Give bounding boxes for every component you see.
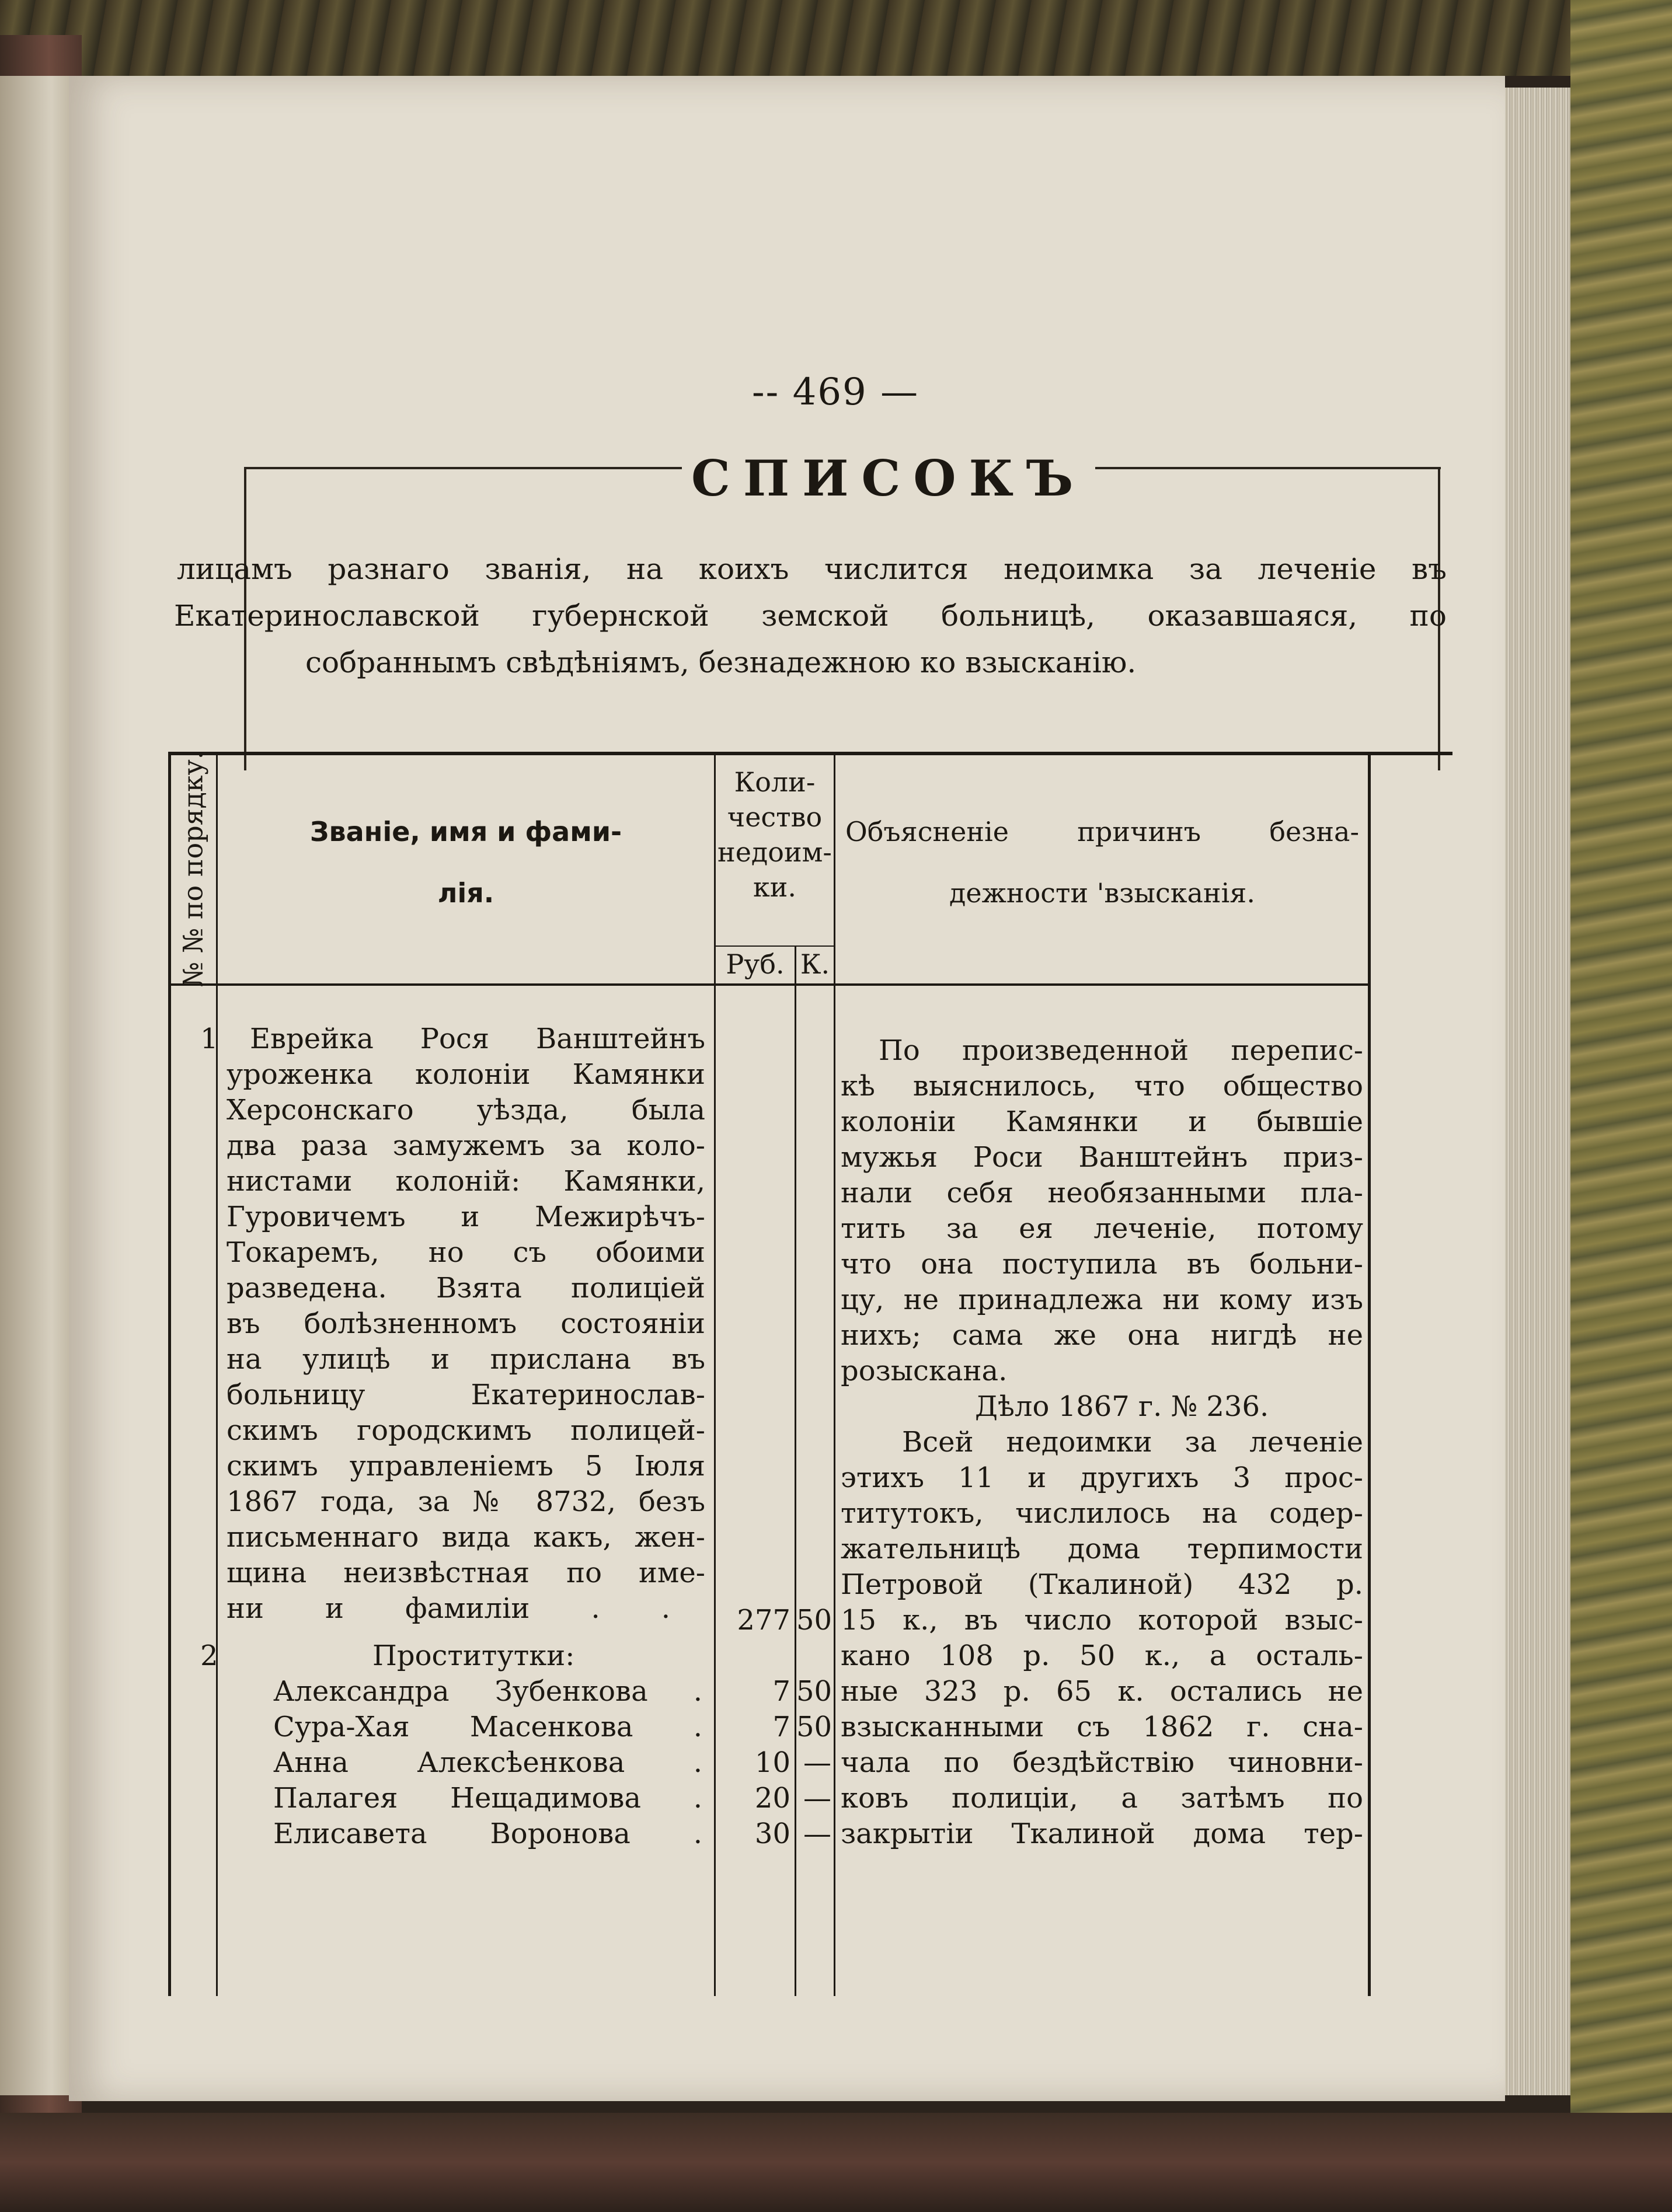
reason-line: закрытіи Ткалиной дома тер-	[841, 1817, 1363, 1850]
header-col-number: № № по порядку.	[177, 751, 209, 988]
entry-2-kop: —	[803, 1782, 831, 1815]
entry-1-line: скимъ управленіемъ 5 Іюля	[227, 1450, 705, 1482]
entry-2-person-name: Сура-Хая Масенкова .	[273, 1711, 702, 1743]
entry-2-rub: 7	[772, 1711, 790, 1743]
book-cover-top	[0, 0, 1672, 76]
reason-line: этихъ 11 и другихъ 3 прос-	[841, 1461, 1363, 1494]
reason-line: По произведенной перепис-	[879, 1034, 1363, 1067]
col-divider-no	[216, 752, 218, 1996]
entry-1-line: на улицѣ и прислана въ	[227, 1343, 705, 1376]
subtitle-line-3: собраннымъ свѣдѣніямъ, безнадежною ко взысканію.	[305, 646, 1137, 679]
reason-line: кано 108 р. 50 к., а осталь-	[841, 1639, 1363, 1672]
book-cover-bottom	[0, 2113, 1672, 2212]
entry-2-person-list	[273, 1674, 702, 1852]
reason-line: ковъ полиціи, а затѣмъ по	[841, 1782, 1363, 1815]
entry-1-number: 1	[200, 1023, 218, 1055]
reason-line: тить за ея леченіе, потому	[841, 1212, 1363, 1245]
entry-1-line: ни и фамиліи . .	[227, 1592, 670, 1625]
entry-2-kop: 50	[796, 1675, 832, 1708]
reason-line: чала по бездѣйствію чиновни-	[841, 1746, 1363, 1779]
header-col-reason-1: Объясненіе причинъ безна-	[845, 816, 1359, 847]
reason-line: колоніи Камянки и бывшіе	[841, 1105, 1363, 1138]
document-heading: СПИСОКЪ	[682, 449, 1095, 507]
reason-line: что она поступила въ больни-	[841, 1248, 1363, 1281]
entry-2-person-name: Палагея Нещадимова .	[273, 1782, 702, 1815]
entry-2-rub: 30	[754, 1817, 790, 1850]
header-col-reason-2: дежности 'взысканія.	[949, 877, 1255, 909]
reason-line: кѣ выяснилось, что общество	[841, 1070, 1363, 1102]
entry-1-line: два раза замужемъ за коло-	[227, 1129, 705, 1162]
entry-1-line: щина неизвѣстная по име-	[227, 1557, 705, 1589]
book-cover-right	[1570, 0, 1672, 2212]
header-col-name-1: Званіе, имя и фами-	[309, 816, 622, 847]
header-col-amount-1: Коли-	[734, 766, 816, 798]
subtitle-line-2: Екатеринославской губернской земской больницѣ, оказавшаяся, по	[174, 599, 1447, 633]
header-col-name-2: лія.	[437, 877, 494, 909]
entry-1-line: нистами колоній: Камянки,	[227, 1165, 705, 1198]
entry-1-rub: 277	[737, 1604, 790, 1637]
header-col-kop: К.	[800, 948, 830, 980]
entry-2-person-name: Елисавета Воронова .	[273, 1817, 702, 1850]
entry-2-number: 2	[200, 1639, 218, 1672]
entry-2-person-name: Анна Алексѣенкова .	[273, 1746, 702, 1779]
document-page	[69, 76, 1505, 2101]
reason-line: нали себя необязанными пла-	[841, 1177, 1363, 1209]
col-divider-amount	[834, 752, 835, 1996]
entry-1-line: Херсонскаго уѣзда, была	[227, 1094, 705, 1126]
entry-1-line: въ болѣзненномъ состояніи	[227, 1307, 705, 1340]
entry-2-person-name: Александра Зубенкова .	[273, 1675, 702, 1708]
entry-1-line: разведена. Взята полиціей	[227, 1272, 705, 1304]
reason-line: Петровой (Ткалиной) 432 р.	[841, 1568, 1363, 1601]
table-top-rule	[168, 752, 1452, 755]
subtitle-line-1: лицамъ разнаго званія, на коихъ числится недоимка за леченіе въ	[177, 552, 1447, 586]
entry-1-line: скимъ городскимъ полицей-	[227, 1414, 705, 1447]
reason-line: взысканными съ 1862 г. сна-	[841, 1711, 1363, 1743]
reason-line: цу, не принадлежа ни кому изъ	[841, 1283, 1363, 1316]
entry-1-line: Гуровичемъ и Межирѣчъ-	[227, 1201, 705, 1233]
header-col-amount-4: ки.	[753, 871, 797, 903]
header-col-rub: Руб.	[726, 948, 785, 980]
entry-1-line: письменнаго вида какъ, жен-	[227, 1521, 705, 1554]
facing-page-edge	[0, 76, 73, 2095]
reason-text	[841, 1033, 1363, 1852]
page-number: -- 469 —	[752, 371, 919, 414]
reason-line: Всей недоимки за леченіе	[902, 1426, 1363, 1459]
entry-2-kop: —	[803, 1746, 831, 1779]
header-col-amount-3: недоим-	[717, 836, 832, 868]
entry-2-kop: —	[803, 1817, 831, 1850]
reason-line: мужья Роси Ванштейнъ приз-	[841, 1141, 1363, 1174]
reason-line: розыскана.	[841, 1355, 1008, 1387]
entry-2-rub: 10	[754, 1746, 790, 1779]
entry-1-line: Токаремъ, но съ обоими	[227, 1236, 705, 1269]
table-right-rule	[1368, 752, 1371, 1996]
reason-line: жательницѣ дома терпимости	[841, 1533, 1363, 1565]
reason-line: титутокъ, числилось на содер-	[841, 1497, 1363, 1530]
entry-1-line: больницу Екатеринослав-	[227, 1379, 705, 1411]
case-reference: Дѣло 1867 г. № 236.	[975, 1390, 1269, 1423]
header-bottom-rule	[168, 983, 1371, 986]
entry-1-description	[227, 1021, 705, 1627]
entry-1-kop: 50	[796, 1604, 832, 1637]
entry-2-kop: 50	[796, 1711, 832, 1743]
entry-2-group-label: Проститутки:	[372, 1639, 575, 1672]
reason-line: 15 к., въ число которой взыс-	[841, 1604, 1363, 1637]
reason-line: нихъ; сама же она нигдѣ не	[841, 1319, 1363, 1352]
entry-1-line: уроженка колоніи Камянки	[227, 1058, 705, 1091]
entry-1-line: Еврейка Рося Ванштейнъ	[250, 1023, 705, 1055]
entry-2-rub: 20	[754, 1782, 790, 1815]
page-edges	[1495, 88, 1570, 2095]
header-col-amount-2: чество	[727, 801, 823, 833]
entry-2-rub: 7	[772, 1675, 790, 1708]
entry-1-line: 1867 года, за № 8732, безъ	[227, 1485, 705, 1518]
reason-line: ные 323 р. 65 к. остались не	[841, 1675, 1363, 1708]
